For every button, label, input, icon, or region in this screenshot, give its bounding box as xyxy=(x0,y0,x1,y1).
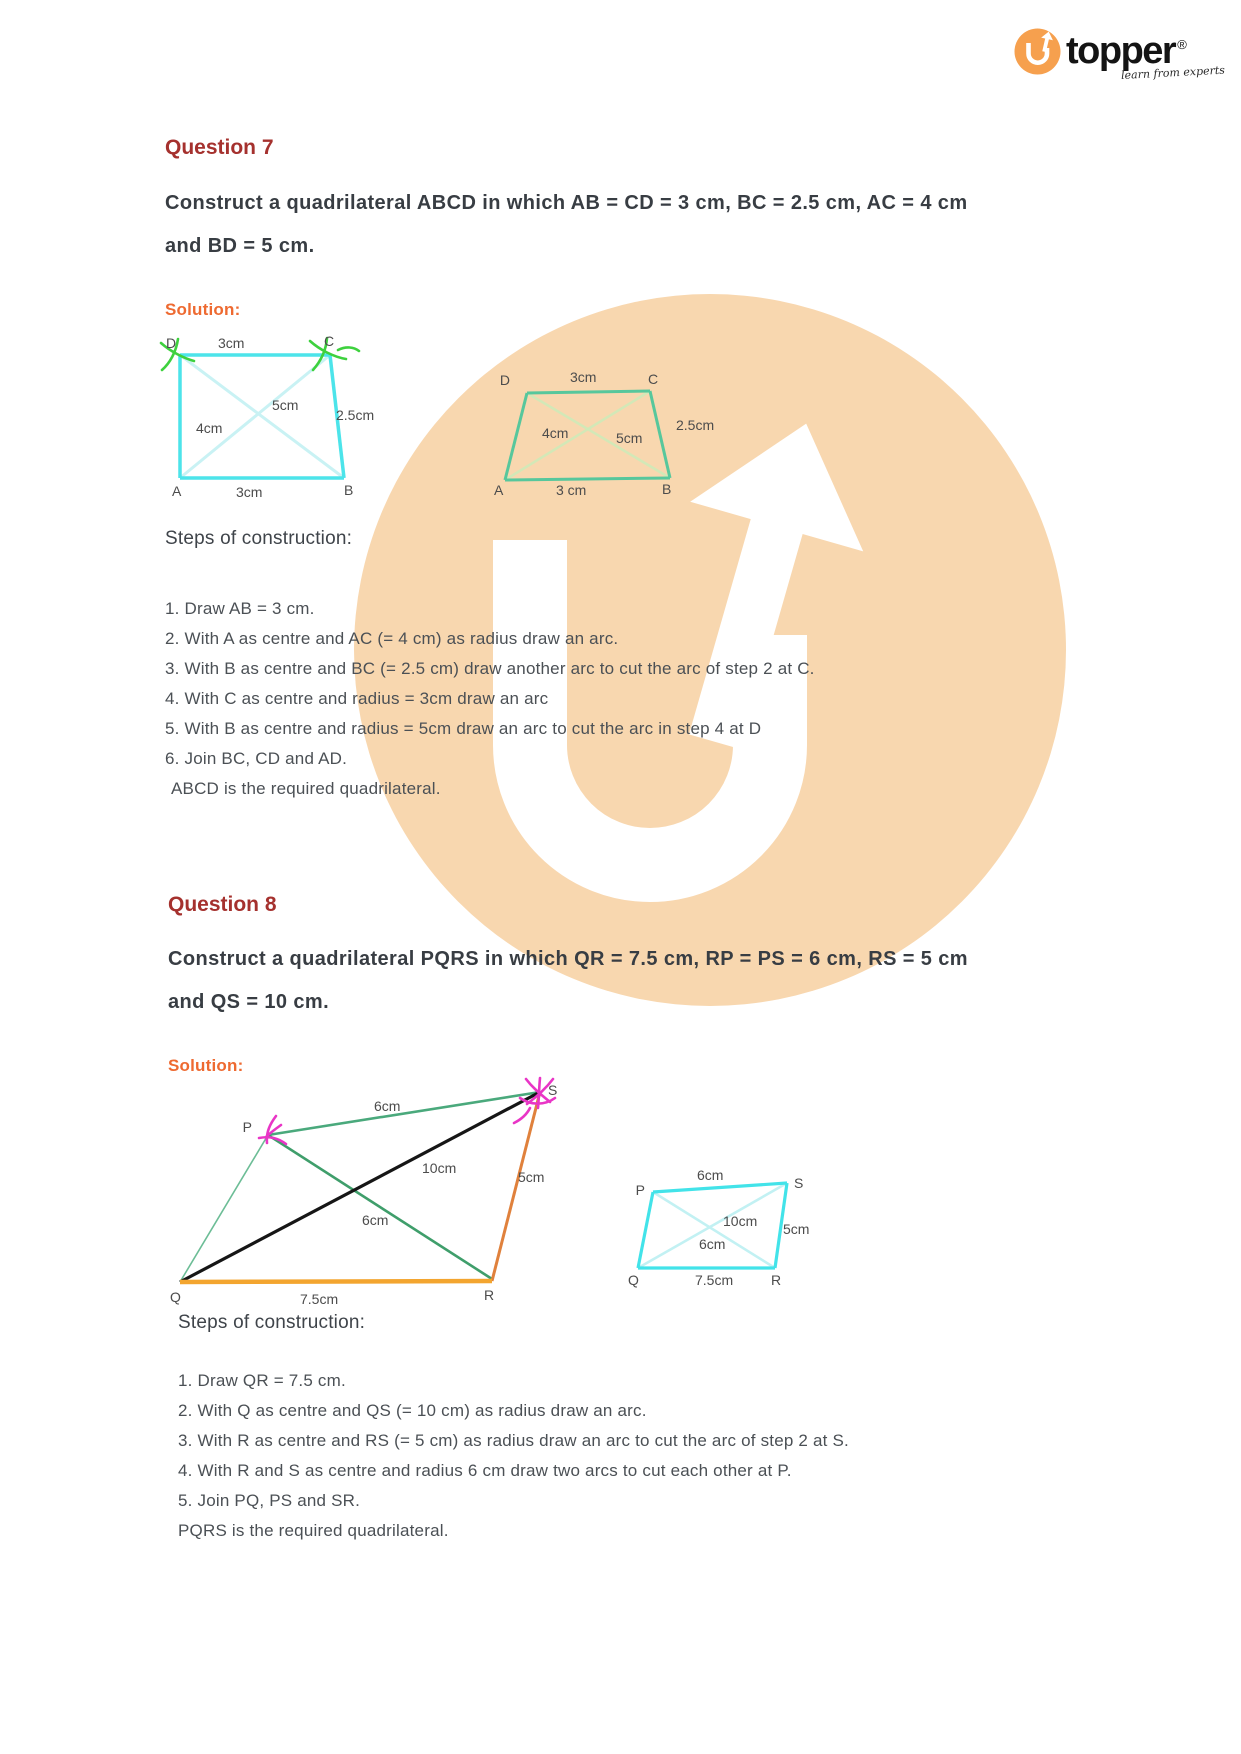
step-item: 3. With B as centre and BC (= 2.5 cm) draw another arc to cut the arc of step 2 at C. xyxy=(165,659,815,678)
registered-mark: ® xyxy=(1177,37,1186,52)
step-item: 5. With B as centre and radius = 5cm draw an arc to cut the arc in step 4 at D xyxy=(165,719,762,738)
side-cb-line xyxy=(650,391,670,478)
q8-construction-diagram-main xyxy=(160,1078,590,1313)
q8-steps-heading: Steps of construction: xyxy=(178,1312,366,1333)
step-item: 2. With Q as centre and QS (= 10 cm) as radius draw an arc. xyxy=(178,1401,647,1420)
question-7-text-line1: Construct a quadrilateral ABCD in which AB = CD = 3 cm, BC = 2.5 cm, AC = 4 cm xyxy=(165,192,968,214)
vertex-label-p: P xyxy=(242,1119,252,1135)
q7-steps-heading: Steps of construction: xyxy=(165,528,353,549)
step-item: 3. With R as centre and RS (= 5 cm) as radius draw an arc to cut the arc of step 2 at S. xyxy=(178,1431,849,1450)
side-ps-line xyxy=(653,1183,787,1192)
question-8-heading: Question 8 xyxy=(168,893,277,916)
side-ad-line xyxy=(505,393,527,480)
vertex-label-d: D xyxy=(499,372,510,388)
side-qr-line xyxy=(180,1281,492,1282)
question-8-text xyxy=(168,938,1198,1024)
q7-conclusion: ABCD is the required quadrilateral. xyxy=(171,779,441,798)
length-label-pr: 6cm xyxy=(699,1236,726,1252)
length-label-pr: 6cm xyxy=(362,1212,389,1228)
length-label-ac: 4cm xyxy=(542,425,569,441)
vertex-label-q: Q xyxy=(170,1289,181,1305)
step-item: 4. With R and S as centre and radius 6 cm draw two arcs to cut each other at P. xyxy=(178,1461,792,1480)
q8-construction-diagram-small xyxy=(615,1148,865,1313)
length-label-dc: 3cm xyxy=(570,369,597,385)
vertex-label-s: S xyxy=(548,1082,558,1098)
question-7-heading: Question 7 xyxy=(165,136,274,159)
q8-solution-label: Solution: xyxy=(168,1056,244,1075)
length-label-qs: 10cm xyxy=(723,1213,758,1229)
length-label-qr: 7.5cm xyxy=(300,1291,339,1307)
topper-logo-mark-icon xyxy=(1014,28,1061,75)
q8-conclusion: PQRS is the required quadrilateral. xyxy=(178,1521,449,1540)
step-item: 2. With A as centre and AC (= 4 cm) as radius draw an arc. xyxy=(165,629,619,648)
length-label-qr: 7.5cm xyxy=(695,1272,734,1288)
segment-pr-line xyxy=(268,1135,492,1279)
side-sr-line xyxy=(492,1092,540,1281)
vertex-label-a: A xyxy=(494,482,504,498)
question-8-text-line1: Construct a quadrilateral PQRS in which QR = 7.5 cm, RP = PS = 6 cm, RS = 5 cm xyxy=(168,948,968,970)
step-item: 5. Join PQ, PS and SR. xyxy=(178,1491,361,1510)
vertex-label-c: C xyxy=(648,371,659,387)
length-label-ab: 3cm xyxy=(236,484,263,500)
step-item: 4. With C as centre and radius = 3cm draw an arc xyxy=(165,689,549,708)
vertex-label-c: C xyxy=(324,333,335,349)
question-7-text xyxy=(165,182,1195,268)
q7-construction-diagram-main xyxy=(150,330,420,510)
length-label-ps: 6cm xyxy=(374,1098,401,1114)
vertex-label-s: S xyxy=(794,1175,804,1191)
vertex-label-a: A xyxy=(172,483,182,499)
topper-logo xyxy=(1014,28,1229,82)
length-label-ab: 3 cm xyxy=(556,482,587,498)
length-label-qs: 10cm xyxy=(422,1160,457,1176)
arc-mark-at-c-3 xyxy=(338,347,359,351)
step-item: 1. Draw AB = 3 cm. xyxy=(165,599,315,618)
vertex-label-q: Q xyxy=(628,1272,639,1288)
length-label-bd: 5cm xyxy=(272,397,299,413)
length-label-rs: 5cm xyxy=(518,1169,545,1185)
step-item: 6. Join BC, CD and AD. xyxy=(165,749,348,768)
step-item: 1. Draw QR = 7.5 cm. xyxy=(178,1371,346,1390)
vertex-label-d: D xyxy=(166,335,177,351)
q7-solution-label: Solution: xyxy=(165,300,241,319)
diagonal-pr-line xyxy=(653,1192,775,1268)
q8-steps-list xyxy=(178,1366,849,1546)
vertex-label-b: B xyxy=(344,482,354,498)
length-label-bc: 2.5cm xyxy=(676,417,715,433)
length-label-bc: 2.5cm xyxy=(336,407,375,423)
side-ab-line xyxy=(505,478,670,480)
question-7-text-line2: and BD = 5 cm. xyxy=(165,235,315,257)
length-label-bd: 5cm xyxy=(616,430,643,446)
side-qp-line xyxy=(638,1192,653,1268)
q7-construction-diagram-small xyxy=(440,330,730,510)
length-label-ac: 4cm xyxy=(196,420,223,436)
length-label-ps: 6cm xyxy=(697,1167,724,1183)
length-label-rs: 5cm xyxy=(783,1221,810,1237)
vertex-label-r: R xyxy=(484,1287,495,1303)
question-8-text-line2: and QS = 10 cm. xyxy=(168,991,330,1013)
logo-tagline: learn from experts xyxy=(1120,63,1226,83)
arc-mark-at-s-5 xyxy=(514,1108,530,1123)
vertex-label-p: P xyxy=(635,1182,645,1198)
vertex-label-r: R xyxy=(771,1272,782,1288)
vertex-label-b: B xyxy=(662,481,672,497)
length-label-dc: 3cm xyxy=(218,335,245,351)
logo-brand-text: topper xyxy=(1066,30,1176,72)
q7-steps-list xyxy=(165,594,815,804)
side-dc-line xyxy=(527,391,650,393)
